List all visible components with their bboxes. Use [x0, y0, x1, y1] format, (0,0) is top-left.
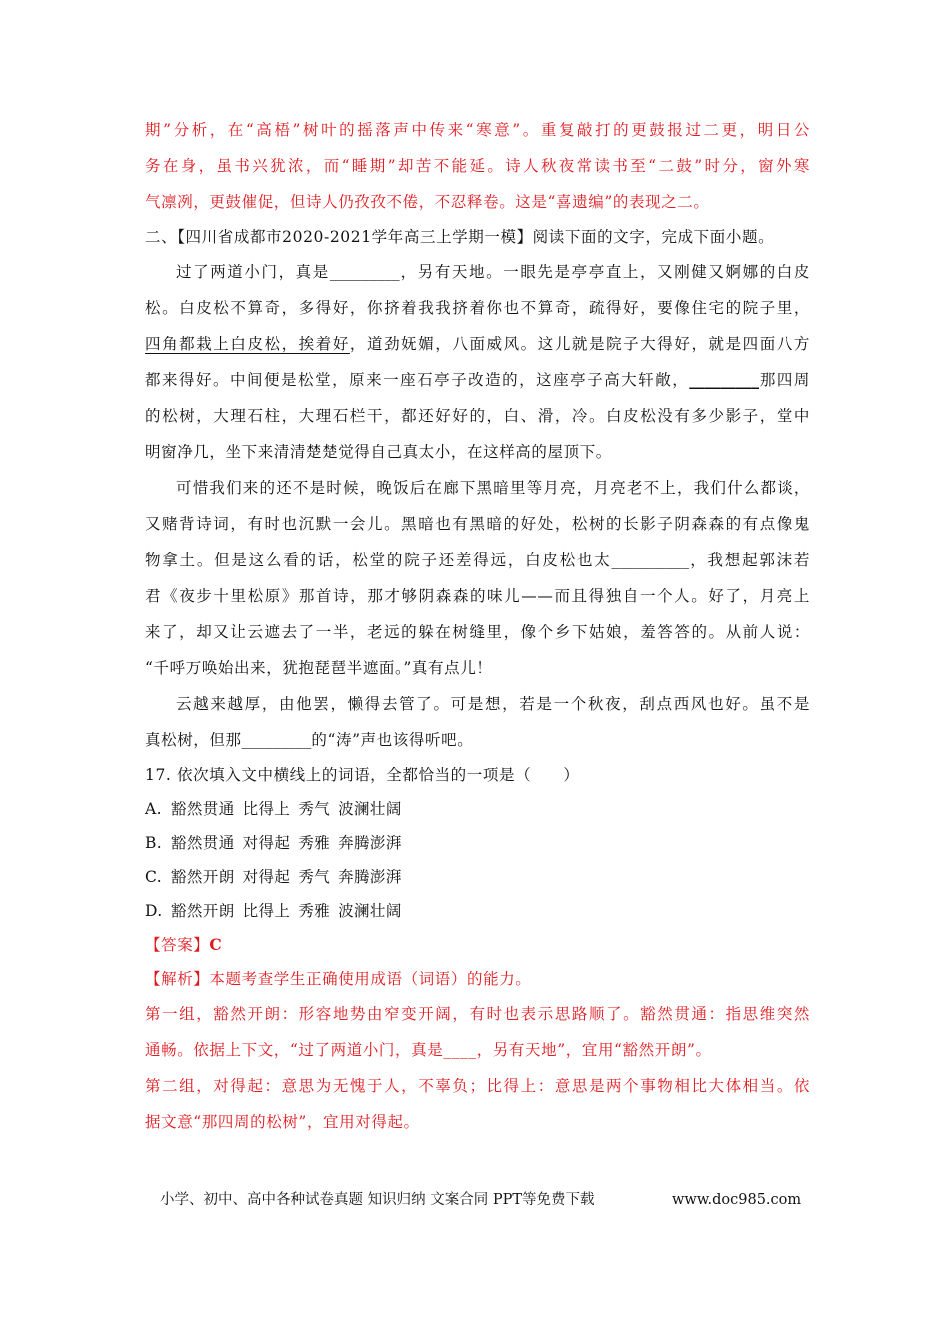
option-letter: B. — [145, 834, 163, 852]
option-word: 奔腾澎湃 — [338, 868, 402, 886]
option-letter: D. — [145, 902, 163, 920]
question-17 — [145, 758, 810, 928]
passage-text: 的“涛”声也该得听吧。 — [311, 731, 474, 749]
passage-line: “千呼万唤始出来，犹抱琵琶半遮面。”真有点儿！ — [145, 659, 493, 677]
passage-text: ，另有天地。一眼先是亭亭直上，又刚健又婀娜的白皮 — [399, 263, 810, 281]
analysis-line: 第二组，对得起：意思为无愧于人，不辜负；比得上：意思是两个事物相比大体相当。依 — [145, 1077, 810, 1095]
answer-line — [145, 928, 810, 962]
option-b — [145, 826, 810, 860]
option-letter: C. — [145, 868, 163, 886]
passage-line — [145, 254, 810, 290]
passage-text: ，我想起郭沫若 — [689, 551, 811, 569]
analysis-label: 【解析】 — [145, 970, 210, 988]
document-page — [145, 112, 810, 1140]
option-word: 豁然贯通 — [171, 800, 235, 818]
question-stem: 17. 依次填入文中横线上的词语，全都恰当的一项是（ ） — [145, 766, 580, 784]
passage-line: 可惜我们来的还不是时候，晚饭后在廊下黑暗里等月亮，月亮老不上，我们什么都谈， — [176, 479, 810, 497]
passage-text: 都来得好。中间便是松堂，原来一座石亭子改造的，这座亭子高大轩敞， — [145, 371, 690, 389]
answer-section — [145, 928, 810, 1140]
fill-blank-4: _________ — [241, 731, 312, 749]
option-c — [145, 860, 810, 894]
passage-line: 的松树，大理石柱，大理石栏干，都还好好的，白、滑，冷。白皮松没有多少影子，堂中 — [145, 407, 810, 425]
option-word: 豁然贯通 — [171, 834, 235, 852]
analysis-line: 通畅。依据上下文，“过了两道小门，真是____，另有天地”，宜用“豁然开朗”。 — [145, 1041, 712, 1059]
fill-blank-1: _________ — [329, 263, 400, 281]
option-letter: A. — [145, 800, 162, 818]
option-word: 豁然开朗 — [171, 902, 235, 920]
underlined-sentence: 四角都栽上白皮松，挨着好 — [145, 335, 350, 353]
previous-analysis-continuation — [145, 112, 810, 220]
passage-text: 物拿土。但是这么看的话，松堂的院子还差得远，白皮松也太 — [145, 551, 612, 569]
passage-line — [145, 542, 810, 578]
option-word: 奔腾澎湃 — [338, 834, 402, 852]
passage-text: 那四周 — [758, 371, 810, 389]
page-footer — [160, 1186, 800, 1214]
analysis-line: 据文意“那四周的松树”，宜用对得起。 — [145, 1113, 420, 1131]
option-word: 对得起 — [242, 834, 291, 852]
footer-website-link[interactable]: www.doc985.com — [672, 1192, 802, 1208]
option-word: 比得上 — [242, 902, 291, 920]
fill-blank-2: _________ — [689, 370, 759, 389]
option-word: 对得起 — [242, 868, 291, 886]
analysis-intro-line — [145, 962, 810, 996]
passage-line: 松。白皮松不算奇，多得好，你挤着我我挤着你也不算奇，疏得好，要像住宅的院子里， — [145, 299, 810, 317]
passage-line: 明窗净几，坐下来清清楚楚觉得自己真太小，在这样高的屋顶下。 — [145, 443, 612, 461]
reading-passage — [145, 254, 810, 758]
option-word: 秀气 — [298, 800, 331, 818]
analysis-line: 第一组，豁然开朗：形容地势由窄变开阔，有时也表示思路顺了。豁然贯通：指思维突然 — [145, 1005, 810, 1023]
passage-line: 君《夜步十里松原》那首诗，那才够阴森森的味儿——而且得独自一个人。好了，月亮上 — [145, 587, 810, 605]
analysis-intro: 本题考查学生正确使用成语（词语）的能力。 — [209, 970, 532, 988]
passage-text: ，道劲妩媚，八面威风。这儿就是院子大得好，就是四面八方 — [349, 335, 811, 353]
passage-line: 来了，却又让云遮去了一半，老远的躲在树缝里，像个乡下姑娘，羞答答的。从前人说： — [145, 623, 810, 641]
passage-line — [145, 722, 810, 758]
option-word: 波澜壮阔 — [338, 902, 402, 920]
fill-blank-3: __________ — [611, 551, 690, 569]
passage-line — [145, 326, 810, 362]
analysis-line: 务在身，虽书兴犹浓，而“睡期”却苦不能延。诗人秋夜常读书至“二鼓”时分，窗外寒 — [145, 157, 810, 175]
option-word: 比得上 — [242, 800, 291, 818]
passage-text: 过了两道小门，真是 — [176, 263, 330, 281]
option-word: 秀雅 — [298, 834, 331, 852]
analysis-line: 气凛冽，更鼓催促，但诗人仍孜孜不倦，不忍释卷。这是“喜遗编”的表现之二。 — [145, 193, 710, 211]
option-a — [145, 792, 810, 826]
answer-label: 【答案】 — [145, 936, 210, 954]
footer-text: 小学、初中、高中各种试卷真题 知识归纳 文案合同 PPT等免费下载 — [160, 1192, 595, 1208]
passage-line: 云越来越厚，由他罢，懒得去管了。可是想，若是一个秋夜，刮点西风也好。虽不是 — [176, 695, 810, 713]
option-word: 波澜壮阔 — [338, 800, 402, 818]
passage-line: 又赌背诗词，有时也沉默一会儿。黑暗也有黑暗的好处，松树的长影子阴森森的有点像鬼 — [145, 515, 810, 533]
answer-value: C — [209, 935, 223, 954]
section-heading: 二、【四川省成都市2020-2021学年高三上学期一模】阅读下面的文字，完成下面小题。 — [145, 228, 775, 246]
analysis-line: 期”分析，在“高梧”树叶的摇落声中传来“寒意”。重复敲打的更鼓报过二更，明日公 — [145, 121, 810, 139]
option-word: 豁然开朗 — [171, 868, 235, 886]
option-d — [145, 894, 810, 928]
option-word: 秀雅 — [298, 902, 331, 920]
option-word: 秀气 — [298, 868, 331, 886]
passage-text: 真松树，但那 — [145, 731, 242, 749]
passage-line — [145, 362, 810, 398]
